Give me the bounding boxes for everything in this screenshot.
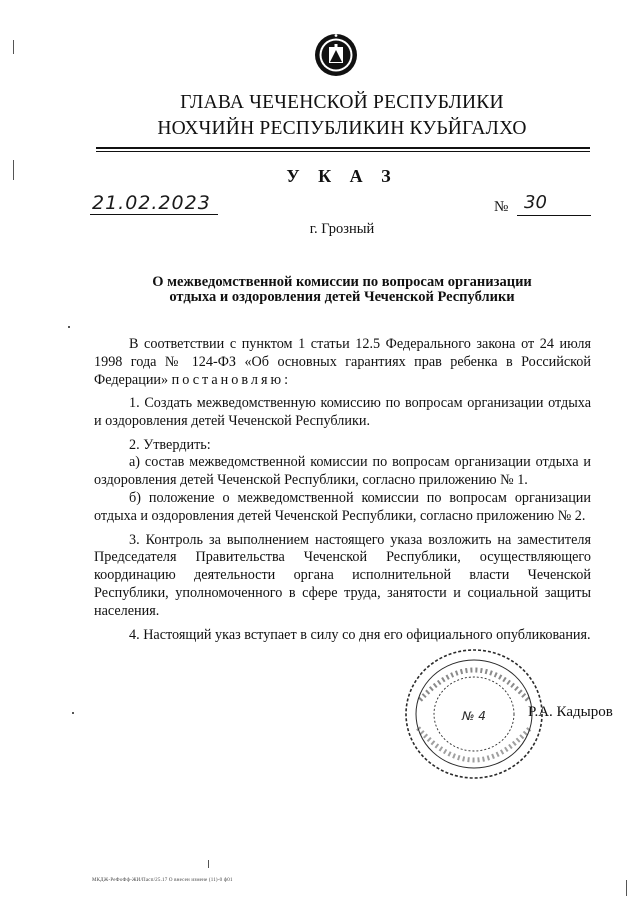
official-seal-icon [400,644,548,784]
decree-title-line: отдыха и оздоровления детей Чеченской Республики [169,289,515,305]
number-label: № [494,199,509,215]
issuer-title-chechen: НОХЧИЙН РЕСПУБЛИКИН КУЬЙГАЛХО [157,118,527,139]
document-type: У К А З [286,166,398,186]
scan-speck [626,880,627,896]
item-1: 1. Создать межведомственную комиссию по вопросам организации отдыха и оздоровления детей Чеченской Республики. [94,395,591,430]
handwritten-number: 30 [524,192,547,213]
signatory-name: Р.А. Кадыров [528,704,613,720]
decree-body [94,336,591,650]
intro-paragraph [94,336,591,390]
scan-speck [72,712,74,714]
scan-speck [13,160,14,180]
decree-title [120,275,564,305]
issuer-title: ГЛАВА ЧЕЧЕНСКОЙ РЕСПУБЛИКИ [180,92,504,113]
number-underline [517,215,591,216]
item-4: 4. Настоящий указ вступает в силу со дня его официального опубликования. [129,626,591,643]
scan-speck [13,40,14,54]
intro-text: В соответствии с пунктом 1 статьи 12.5 Федерального закона от 24 июля 1998 года № 124-ФЗ «Об основных гарантиях прав ребенка в Российской Федерации» [94,336,591,388]
header-rule-thin [96,151,590,152]
date-underline [90,214,218,215]
footer-code: МКДЖ-РеФоФф-ЖИ/Пасп/25.17 О внесен измене (11)-0 ф01 [92,878,233,883]
issue-city: г. Грозный [309,221,375,237]
item-2b: б) положение о межведомственной комиссии по вопросам организации отдыха и оздоровления детей Чеченской Республики, согласно приложению № 2. [94,490,591,525]
scan-speck [68,326,70,328]
header-rule-thick [96,147,590,149]
item-3: 3. Контроль за выполнением настоящего указа возложить на заместителя Председателя Правительства Чеченской Республики, осуществляющего координацию деятельности органа исполнительной власти Чеченской Республики, уполномоченного в сфере труда, занятости и социальной защиты населения. [94,531,591,620]
decree-title-line: О межведомственной комиссии по вопросам организации [152,274,532,290]
seal-number: № 4 [462,709,486,723]
coat-of-arms-emblem-icon [314,32,358,78]
item-2a: а) состав межведомственной комиссии по вопросам организации отдыха и оздоровления детей Чеченской Республики, согласно приложению № 1. [94,454,591,489]
decree-word: постановляю: [171,371,292,388]
scan-speck [208,860,209,868]
item-2: 2. Утвердить: [129,436,211,453]
handwritten-date: 21.02.2023 [92,192,211,214]
